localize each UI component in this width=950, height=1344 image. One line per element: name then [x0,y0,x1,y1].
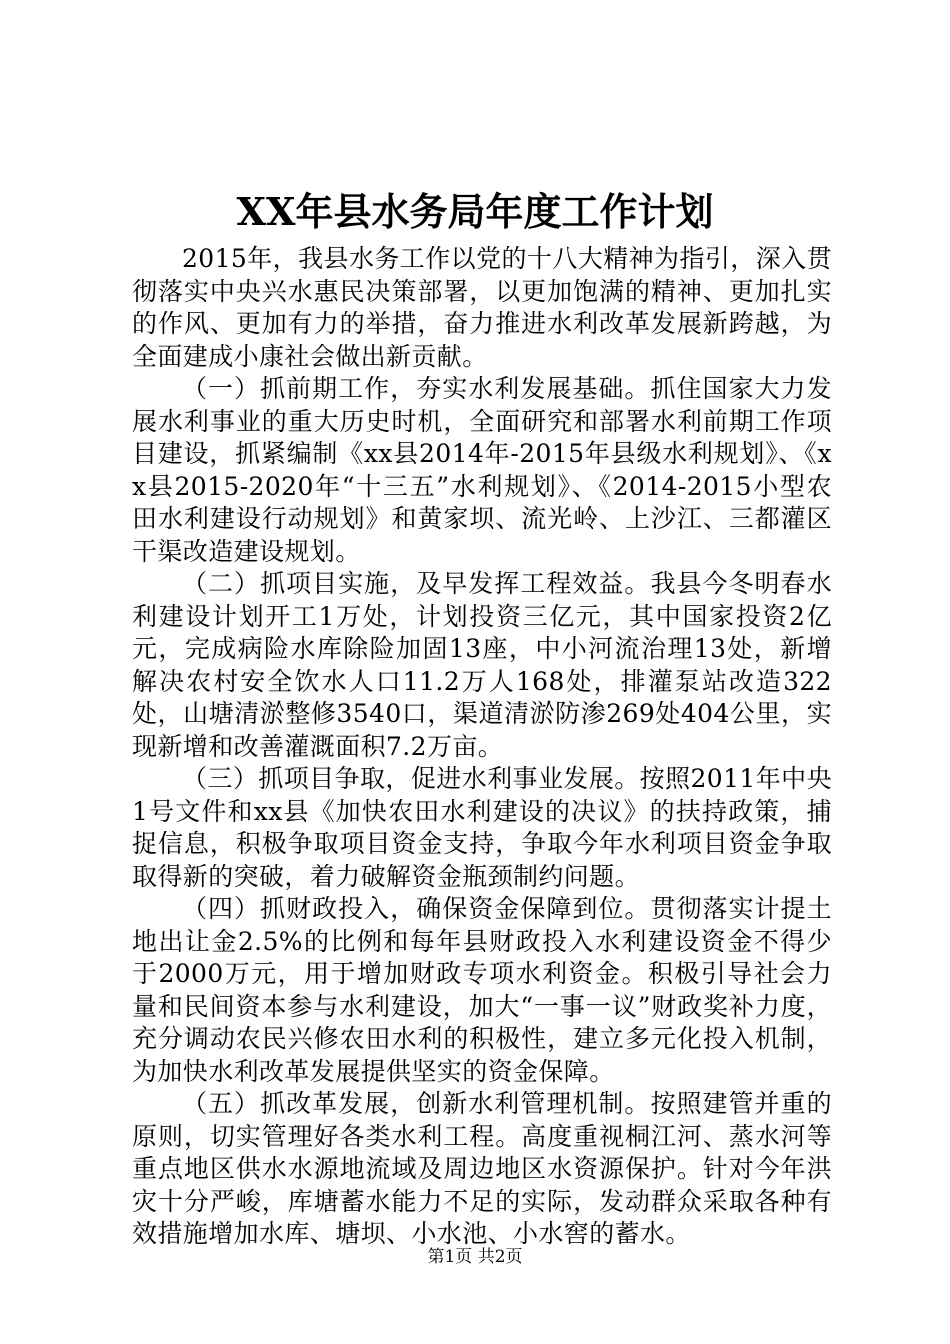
page-footer: 第1页 共2页 [427,1247,523,1267]
document-body [132,243,832,1251]
paragraph-section-5: （五）抓改革发展，创新水利管理机制。按照建管并重的原则，切实管理好各类水利工程。高度重视桐江河、蒸水河等重点地区供水水源地流域及周边地区水资源保护。针对今年洪灾十分严峻，库塘蓄水能力不足的实际，发动群众采取各种有效措施增加水库、塘坝、小水池、小水窖的蓄水。 [132,1089,832,1248]
paragraph-section-2: （二）抓项目实施，及早发挥工程效益。我县今冬明春水利建设计划开工1万处，计划投资三亿元，其中国家投资2亿元，完成病险水库除险加固13座，中小河流治理13处，新增解决农村安全饮水人口11.2万人168处，排灌泵站改造322处，山塘清淤整修3540口，渠道清淤防渗269处404公里，实现新增和改善灌溉面积7.2万亩。 [132,569,832,761]
paragraph-section-4: （四）抓财政投入，确保资金保障到位。贯彻落实计提土地出让金2.5%的比例和每年县财政投入水利建设资金不得少于2000万元，用于增加财政专项水利资金。积极引导社会力量和民间资本参与水利建设，加大“一事一议”财政奖补力度，充分调动农民兴修农田水利的积极性，建立多元化投入机制，为加快水利改革发展提供坚实的资金保障。 [132,894,832,1086]
paragraph-section-1: （一）抓前期工作，夯实水利发展基础。抓住国家大力发展水利事业的重大历史时机，全面研究和部署水利前期工作项目建设，抓紧编制《xx县2014年-2015年县级水利规划》、《xx县2015-2020年“十三五”水利规划》、《2014-2015小型农田水利建设行动规划》和黄家坝、流光岭、上沙江、三都灌区干渠改造建设规划。 [132,374,832,566]
paragraph-intro: 2015年，我县水务工作以党的十八大精神为指引，深入贯彻落实中央兴水惠民决策部署，以更加饱满的精神、更加扎实的作风、更加有力的举措，奋力推进水利改革发展新跨越，为全面建成小康社会做出新贡献。 [132,244,832,371]
paragraph-section-3: （三）抓项目争取，促进水利事业发展。按照2011年中央1号文件和xx县《加快农田水利建设的决议》的扶持政策，捕捉信息，积极争取项目资金支持，争取今年水利项目资金争取取得新的突破，着力破解资金瓶颈制约问题。 [132,764,832,891]
document-title: XX年县水务局年度工作计划 [236,189,714,234]
